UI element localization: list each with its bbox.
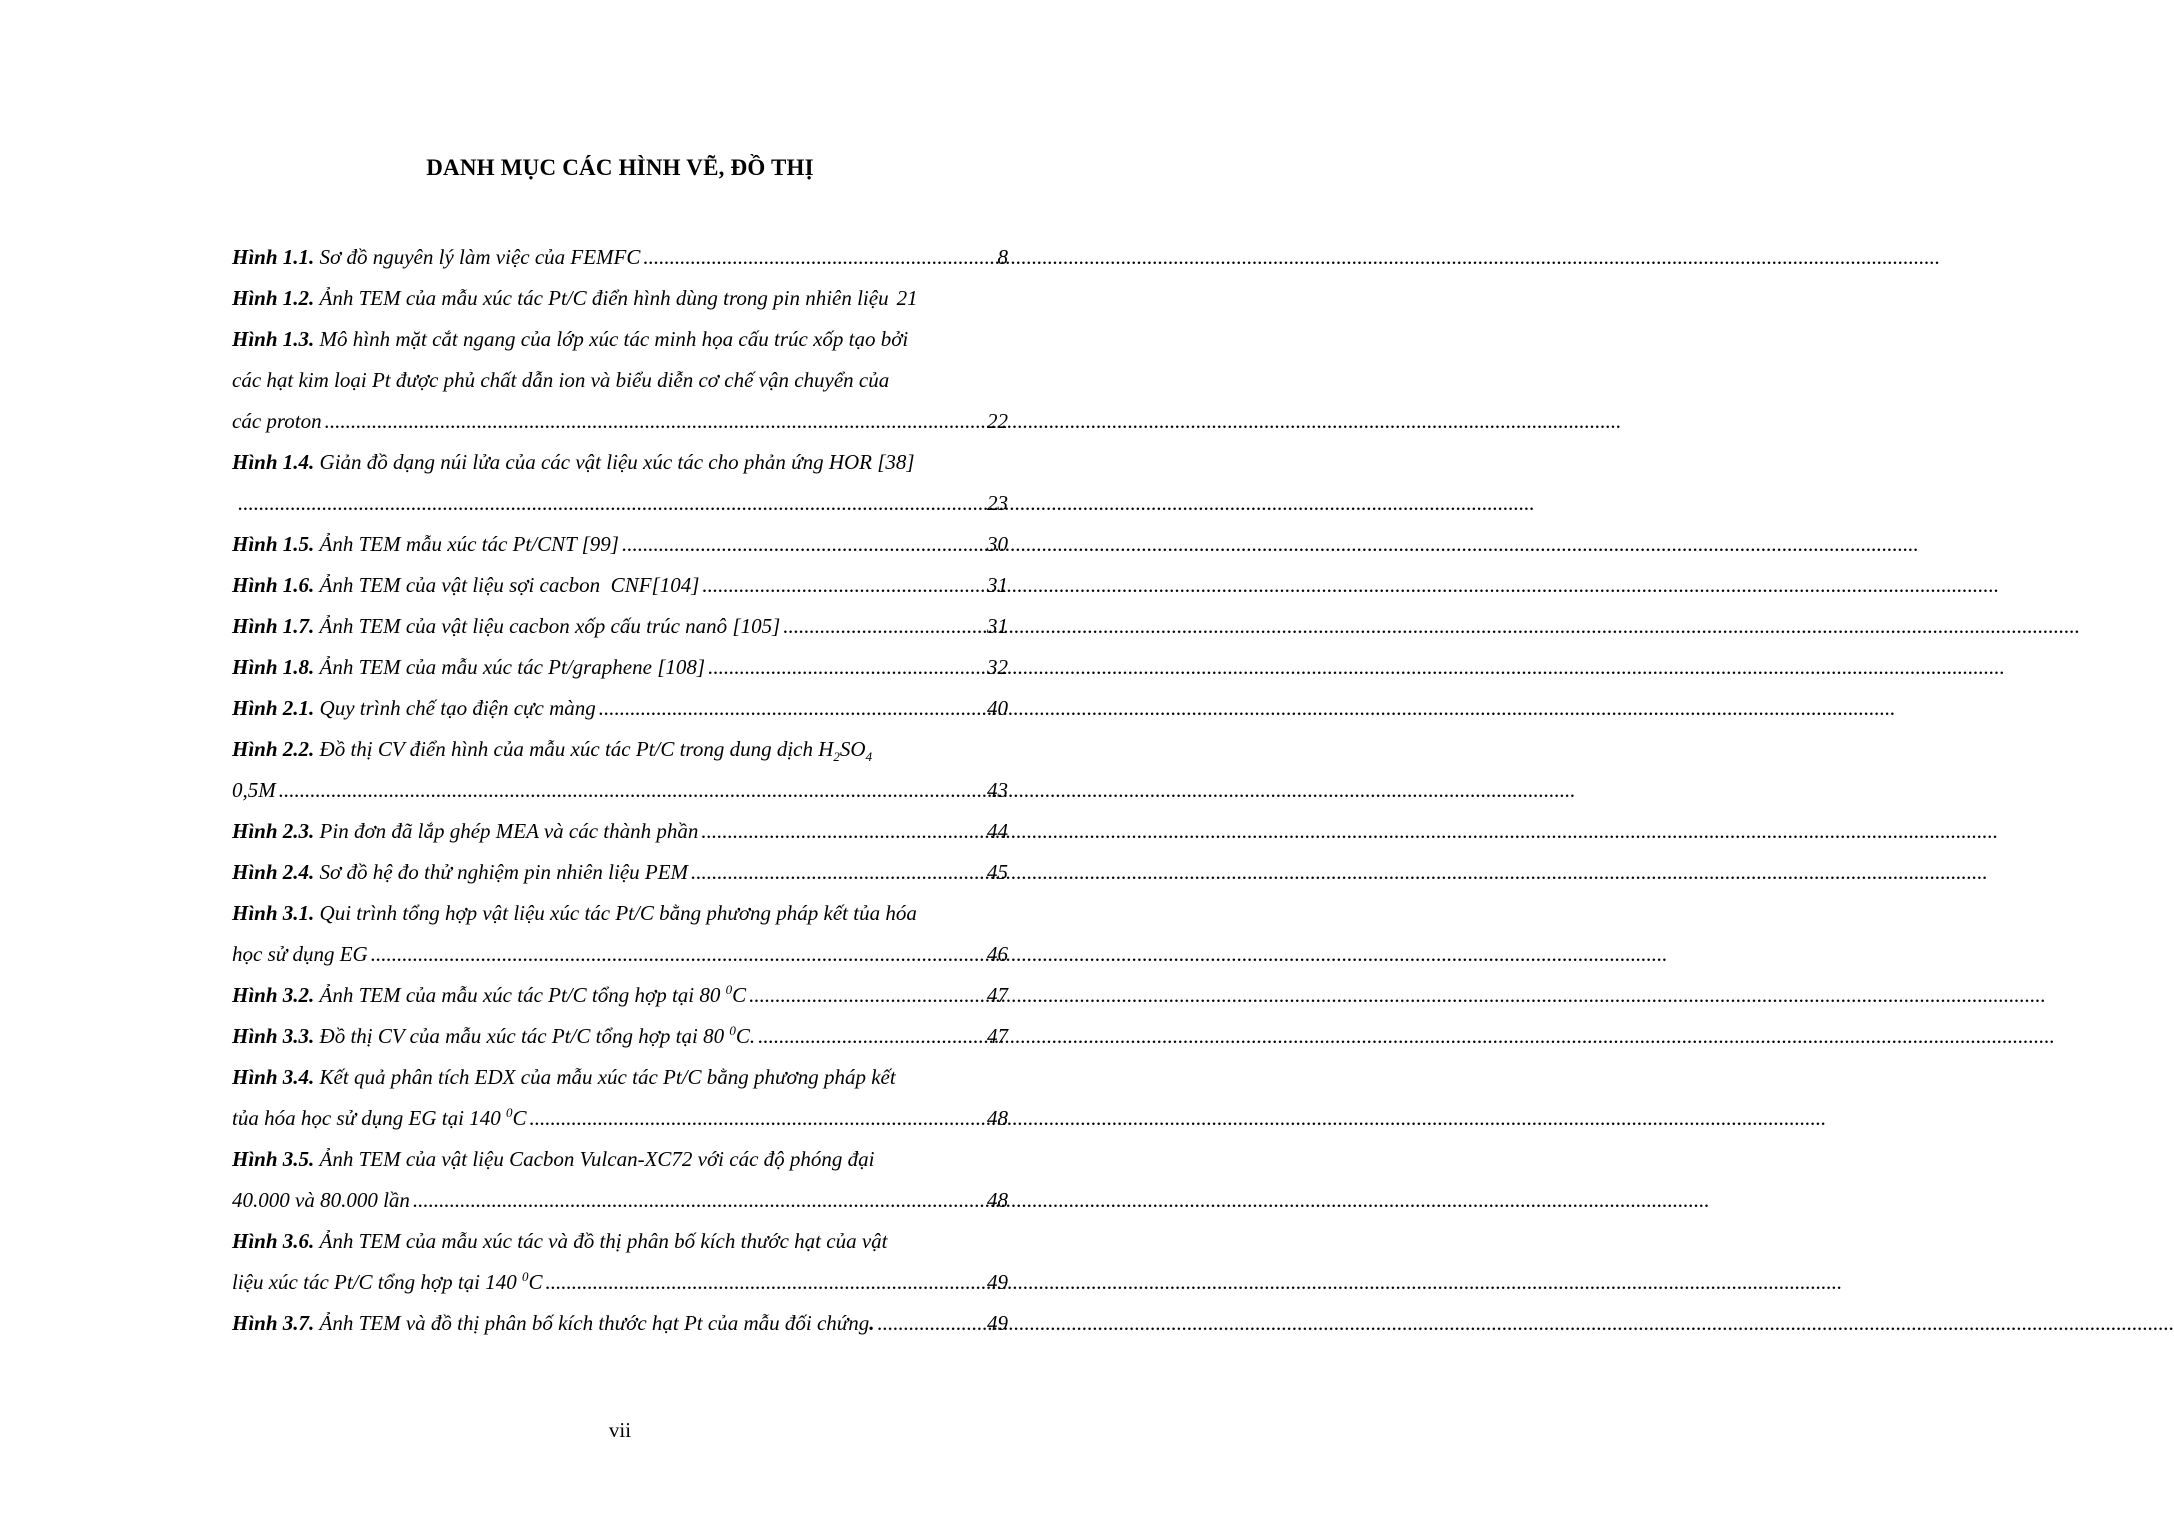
toc-entry-continuation [232,1098,1008,1139]
entry-label: Hình 3.6. [232,1229,315,1253]
entry-text: Ảnh TEM của vật liệu Cacbon Vulcan-XC72 với các độ phóng đại [319,1147,875,1171]
entry-text: Ảnh TEM mẫu xúc tác Pt/CNT [99] [319,532,619,556]
leader-dots [698,811,983,852]
entry-text-part: C [528,1270,543,1294]
entry-page: 31 [987,573,1008,597]
entry-label: Hình 3.3. [232,1024,315,1048]
toc-entry[interactable] [232,1139,1008,1180]
entry-text [232,1098,526,1139]
entry-text-part: SO [839,737,866,761]
figure-list [232,237,1008,1344]
entry-text: các hạt kim loại Pt được phủ chất dẫn ion và biểu diễn cơ chế vận chuyển của [232,368,890,392]
superscript: 0 [505,1105,513,1120]
leader-dots [410,1180,983,1221]
entry-label: Hình 1.3. [232,327,315,351]
entry-text: Mô hình mặt cắt ngang của lớp xúc tác minh họa cấu trúc xốp tạo bởi [319,327,909,351]
entry-text: 40.000 và 80.000 lần [232,1188,410,1212]
entry-label: Hình 3.1. [232,901,315,925]
toc-entry[interactable] [232,688,1008,729]
toc-entry[interactable] [232,811,1008,852]
leader-dots [322,401,983,442]
toc-entry-continuation [232,401,1008,442]
entry-text: 0,5M [232,778,276,802]
entry-page: 43 [987,778,1008,802]
entry-label: Hình 1.2. [232,286,315,310]
entry-text-part: C [512,1106,527,1130]
entry-label: Hình 3.5. [232,1147,315,1171]
entry-text-part: tủa hóa học sử dụng EG tại 140 [232,1106,506,1130]
subscript: 4 [865,749,873,765]
entry-label: Hình 1.1. [232,245,315,269]
entry-text: Ảnh TEM của mẫu xúc tác Pt/graphene [108] [319,655,706,679]
toc-entry[interactable] [232,647,1008,688]
leader-dots [543,1262,983,1303]
leader-dots [619,524,983,565]
entry-text [320,975,747,1016]
entry-page: 40 [987,696,1008,720]
superscript: 0 [725,982,733,997]
toc-entry[interactable] [232,852,1008,893]
toc-entry-continuation [232,360,1008,401]
leader-dots [232,483,983,524]
entry-page: 48 [987,1188,1008,1212]
entry-label: Hình 1.5. [232,532,315,556]
entry-label: Hình 2.4. [232,860,315,884]
leader-dots [705,647,983,688]
toc-entry[interactable] [232,278,1008,319]
toc-entry[interactable] [232,1303,1008,1344]
entry-page: 44 [987,819,1008,843]
toc-entry[interactable] [232,975,1008,1016]
toc-entry[interactable] [232,237,1008,278]
superscript: 0 [729,1023,736,1038]
entry-page: 22 [987,409,1008,433]
entry-label: Hình 3.2. [232,983,315,1007]
leader-dots [755,1016,983,1057]
toc-entry-continuation [232,1180,1008,1221]
toc-entry[interactable] [232,1057,1008,1098]
toc-entry-continuation [232,1262,1008,1303]
leader-dots [640,237,993,278]
toc-entry[interactable] [232,319,1008,360]
entry-text [232,1262,543,1303]
entry-page: 23 [987,491,1008,515]
entry-page: 47 [987,1024,1008,1048]
entry-text-part: Ảnh TEM và đồ thị phân bố kích thước hạt Pt của mẫu đối chứng [319,1311,870,1335]
toc-entry-continuation [232,770,1008,811]
leader-dots [526,1098,983,1139]
entry-text: Kết quả phân tích EDX của mẫu xúc tác Pt/C bằng phương pháp kết [319,1065,896,1089]
entry-page: 32 [987,655,1008,679]
toc-entry[interactable] [232,565,1008,606]
entry-text: các proton [232,409,322,433]
toc-entry[interactable] [232,524,1008,565]
page-number: vii [608,1418,632,1442]
entry-text-part: C. [735,1024,756,1048]
toc-entry[interactable] [232,1016,1008,1057]
entry-text-part: . [869,1311,875,1335]
entry-label: Hình 2.2. [232,737,315,761]
toc-entry[interactable] [232,606,1008,647]
toc-entry-continuation [232,483,1008,524]
entry-text-part: Ảnh TEM của mẫu xúc tác Pt/C tổng hợp tại 80 [319,983,726,1007]
entry-label: Hình 3.4. [232,1065,315,1089]
entry-page: 49 [987,1270,1008,1294]
entry-text: học sử dụng EG [232,942,368,966]
page-title: DANH MỤC CÁC HÌNH VẼ, ĐỒ THỊ [426,155,814,180]
leader-dots [276,770,983,811]
leader-dots [688,852,983,893]
entry-label: Hình 1.7. [232,614,315,638]
entry-page: 21 [896,286,918,310]
leader-dots [596,688,983,729]
subscript: 2 [833,749,840,765]
entry-text: Sơ đồ nguyên lý làm việc của FEMFC [319,245,641,269]
entry-label: Hình 2.1. [232,696,315,720]
toc-entry[interactable] [232,729,1008,770]
entry-text-part: C [732,983,747,1007]
entry-page: 31 [987,614,1008,638]
entry-text: Giản đồ dạng núi lửa của các vật liệu xúc tác cho phản ứng HOR [38] [319,450,915,474]
entry-label: Hình 3.7. [232,1311,315,1335]
entry-text: Pin đơn đã lắp ghép MEA và các thành phần [319,819,699,843]
entry-text: Ảnh TEM của mẫu xúc tác và đồ thị phân bố kích thước hạt của vật [319,1229,888,1253]
toc-entry[interactable] [232,442,1008,483]
superscript: 0 [522,1269,529,1284]
toc-entry[interactable] [232,893,1008,934]
entry-page: 30 [987,532,1008,556]
entry-text: Ảnh TEM của vật liệu cacbon xốp cấu trúc nanô [105] [319,614,781,638]
entry-text [320,1016,756,1057]
entry-page: 49 [987,1311,1008,1335]
leader-dots [699,565,983,606]
entry-text-part: liệu xúc tác Pt/C tổng hợp tại 140 [232,1270,523,1294]
entry-text-part: Đồ thị CV điển hình của mẫu xúc tác Pt/C trong dung dịch H [319,737,834,761]
entry-page: 47 [987,983,1008,1007]
entry-page: 8 [997,245,1008,269]
entry-page: 45 [987,860,1008,884]
toc-entry-continuation [232,934,1008,975]
leader-dots [874,1303,983,1344]
entry-text: Qui trình tổng hợp vật liệu xúc tác Pt/C bằng phương pháp kết tủa hóa [319,901,917,925]
entry-label: Hình 1.8. [232,655,315,679]
entry-page: 46 [987,942,1008,966]
toc-entry[interactable] [232,1221,1008,1262]
entry-text: Ảnh TEM của mẫu xúc tác Pt/C điển hình dùng trong pin nhiên liệu [319,286,889,310]
entry-text: Ảnh TEM của vật liệu sợi cacbon CNF[104] [319,573,700,597]
leader-dots [780,606,983,647]
leader-dots [368,934,983,975]
leader-dots [746,975,983,1016]
entry-page: 48 [987,1106,1008,1130]
entry-text: Quy trình chế tạo điện cực màng [319,696,596,720]
entry-label: Hình 1.4. [232,450,315,474]
entry-text: Sơ đồ hệ đo thử nghiệm pin nhiên liệu PEM [319,860,689,884]
entry-label: Hình 1.6. [232,573,315,597]
entry-text [320,729,873,770]
entry-label: Hình 2.3. [232,819,315,843]
entry-text-part: Đồ thị CV của mẫu xúc tác Pt/C tổng hợp tại 80 [319,1024,730,1048]
entry-text [320,1303,875,1344]
